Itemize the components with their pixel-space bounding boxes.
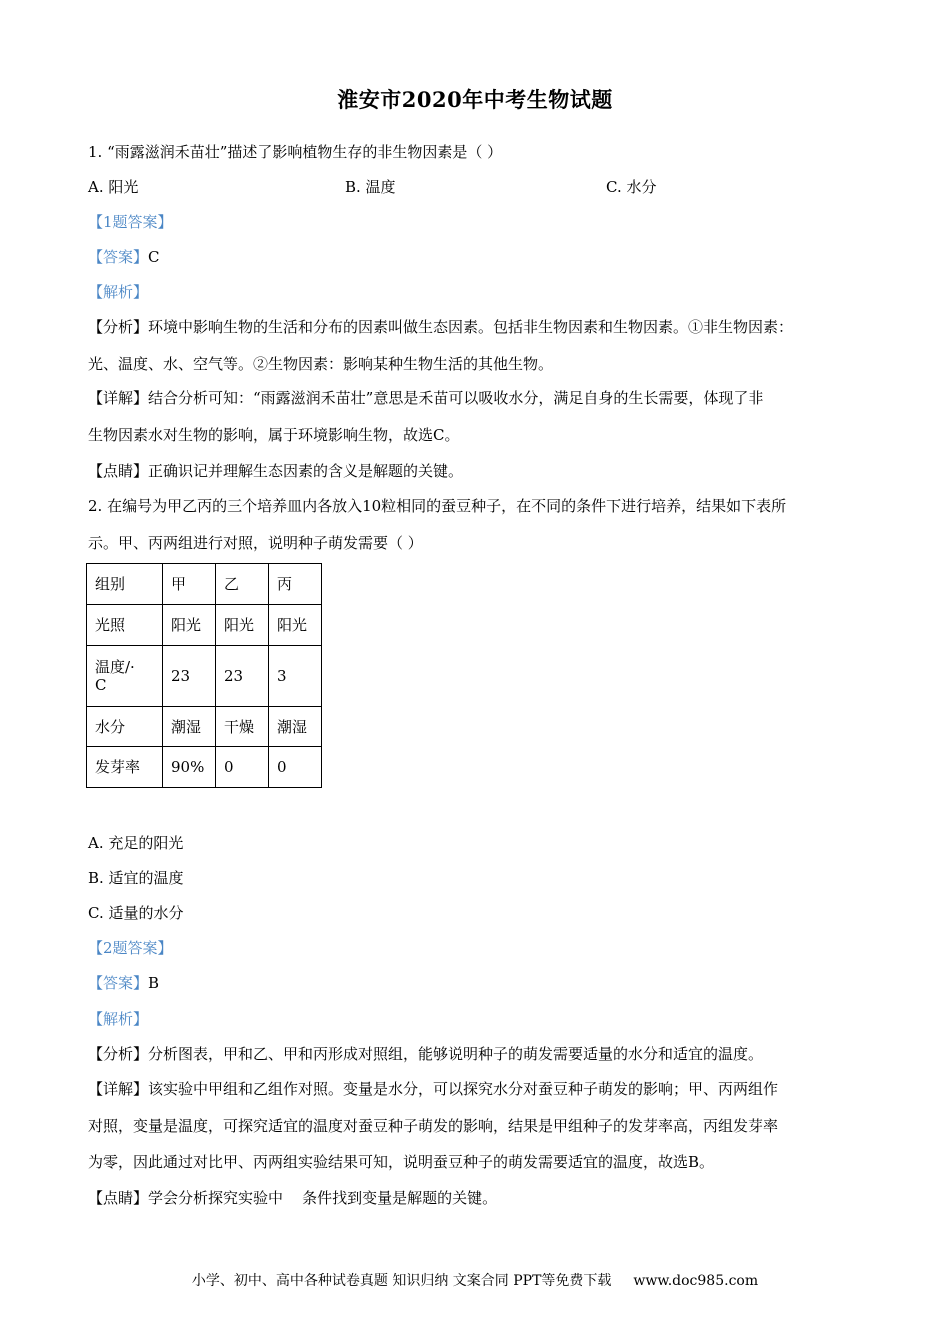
q1-dianjing (88, 460, 463, 482)
footer-url[interactable]: www.doc985.com (633, 1273, 759, 1289)
q2-answer (88, 972, 159, 994)
q1-fenxi-line-2: 光、温度、水、空气等。②生物因素：影响某种生物生活的其他生物。 (88, 355, 554, 373)
q2-xiangjie-line-2: 对照，变量是温度，可探究适宜的温度对蚕豆种子萌发的影响，结果是甲组种子的发芽率高，丙组发芽率 (88, 1117, 779, 1135)
dianjing-tag: 【点睛】 (88, 462, 149, 480)
table-cell: 光照 (87, 605, 163, 646)
q2-dianjing (88, 1187, 497, 1209)
footer (0, 1270, 950, 1290)
q2-fenxi (88, 1043, 763, 1065)
table-cell: 丙 (269, 564, 322, 605)
table-cell: 潮湿 (163, 707, 216, 747)
table-cell: 潮湿 (269, 707, 322, 747)
answer-tag: 【答案】 (88, 248, 149, 266)
answer-tag: 【答案】 (88, 974, 149, 992)
xiangjie-text: 该实验中甲组和乙组作对照。变量是水分，可以探究水分对蚕豆种子萌发的影响；甲、丙两组作 (148, 1080, 779, 1098)
q1-xiangjie-line-2: 生物因素水对生物的影响，属于环境影响生物，故选C。 (88, 426, 460, 444)
table-cell: 组别 (87, 564, 163, 605)
table-cell: 23 (163, 646, 216, 707)
q1-analysis-header: 【解析】 (88, 283, 149, 301)
fenxi-text: 环境中影响生物的生活和分布的因素叫做生态因素。包括非生物因素和生物因素。①非生物因素： (148, 318, 794, 336)
table-cell: 90% (163, 747, 216, 788)
table-cell: 水分 (87, 707, 163, 747)
xiangjie-tag: 【详解】 (88, 1080, 149, 1098)
table-cell: 阳光 (216, 605, 269, 646)
table-cell: 甲 (163, 564, 216, 605)
table-cell: 干燥 (216, 707, 269, 747)
germination-table (86, 563, 322, 788)
answer-value: B (148, 974, 160, 992)
q1-option-b: B. 温度 (345, 178, 396, 196)
table-row (87, 747, 322, 788)
table-cell: 0 (216, 747, 269, 788)
table-row (87, 707, 322, 747)
q2-stem-line-2: 示。甲、丙两组进行对照，说明种子萌发需要（ ） (88, 534, 423, 552)
q1-fenxi-line-1 (88, 316, 793, 338)
fenxi-text: 分析图表，甲和乙、甲和丙形成对照组，能够说明种子的萌发需要适量的水分和适宜的温度。 (148, 1045, 764, 1063)
dianjing-text: 学会分析探究实验中 条件找到变量是解题的关键。 (148, 1189, 498, 1207)
answer-value: C (148, 248, 160, 266)
table-cell: 发芽率 (87, 747, 163, 788)
table-row (87, 646, 322, 707)
table-cell: 23 (216, 646, 269, 707)
q2-option-b: B. 适宜的温度 (88, 869, 184, 887)
dianjing-text: 正确识记并理解生态因素的含义是解题的关键。 (148, 462, 464, 480)
table-cell: 0 (269, 747, 322, 788)
q1-answer-header: 【1题答案】 (88, 213, 173, 231)
q2-answer-header: 【2题答案】 (88, 939, 173, 957)
q2-option-c: C. 适量的水分 (88, 904, 184, 922)
xiangjie-text: 结合分析可知：“雨露滋润禾苗壮”意思是禾苗可以吸收水分，满足自身的生长需要，体现了非 (148, 389, 764, 407)
table-cell: 3 (269, 646, 322, 707)
fenxi-tag: 【分析】 (88, 1045, 149, 1063)
xiangjie-tag: 【详解】 (88, 389, 149, 407)
dianjing-tag: 【点睛】 (88, 1189, 149, 1207)
q1-option-c: C. 水分 (606, 178, 657, 196)
table-cell: 温度/·C (87, 646, 163, 707)
q1-xiangjie-line-1 (88, 387, 763, 409)
q2-xiangjie-line-1 (88, 1078, 778, 1100)
page-title: 淮安市2020年中考生物试题 (337, 87, 613, 112)
q2-option-a: A. 充足的阳光 (88, 834, 184, 852)
table-cell: 阳光 (269, 605, 322, 646)
footer-text: 小学、初中、高中各种试卷真题 知识归纳 文案合同 PPT等免费下载 (191, 1273, 612, 1289)
q1-option-a: A. 阳光 (88, 178, 139, 196)
table-cell: 乙 (216, 564, 269, 605)
table-row (87, 605, 322, 646)
q2-stem-line-1: 2. 在编号为甲乙丙的三个培养皿内各放入10粒相同的蚕豆种子，在不同的条件下进行培养，结果如下表所 (88, 497, 787, 515)
fenxi-tag: 【分析】 (88, 318, 149, 336)
table-cell: 阳光 (163, 605, 216, 646)
table-row (87, 564, 322, 605)
q1-answer (88, 246, 160, 268)
q2-analysis-header: 【解析】 (88, 1010, 149, 1028)
q1-stem: 1. “雨露滋润禾苗壮”描述了影响植物生存的非生物因素是（ ） (88, 143, 503, 161)
q2-xiangjie-line-3: 为零，因此通过对比甲、丙两组实验结果可知，说明蚕豆种子的萌发需要适宜的温度，故选B。 (88, 1153, 715, 1171)
